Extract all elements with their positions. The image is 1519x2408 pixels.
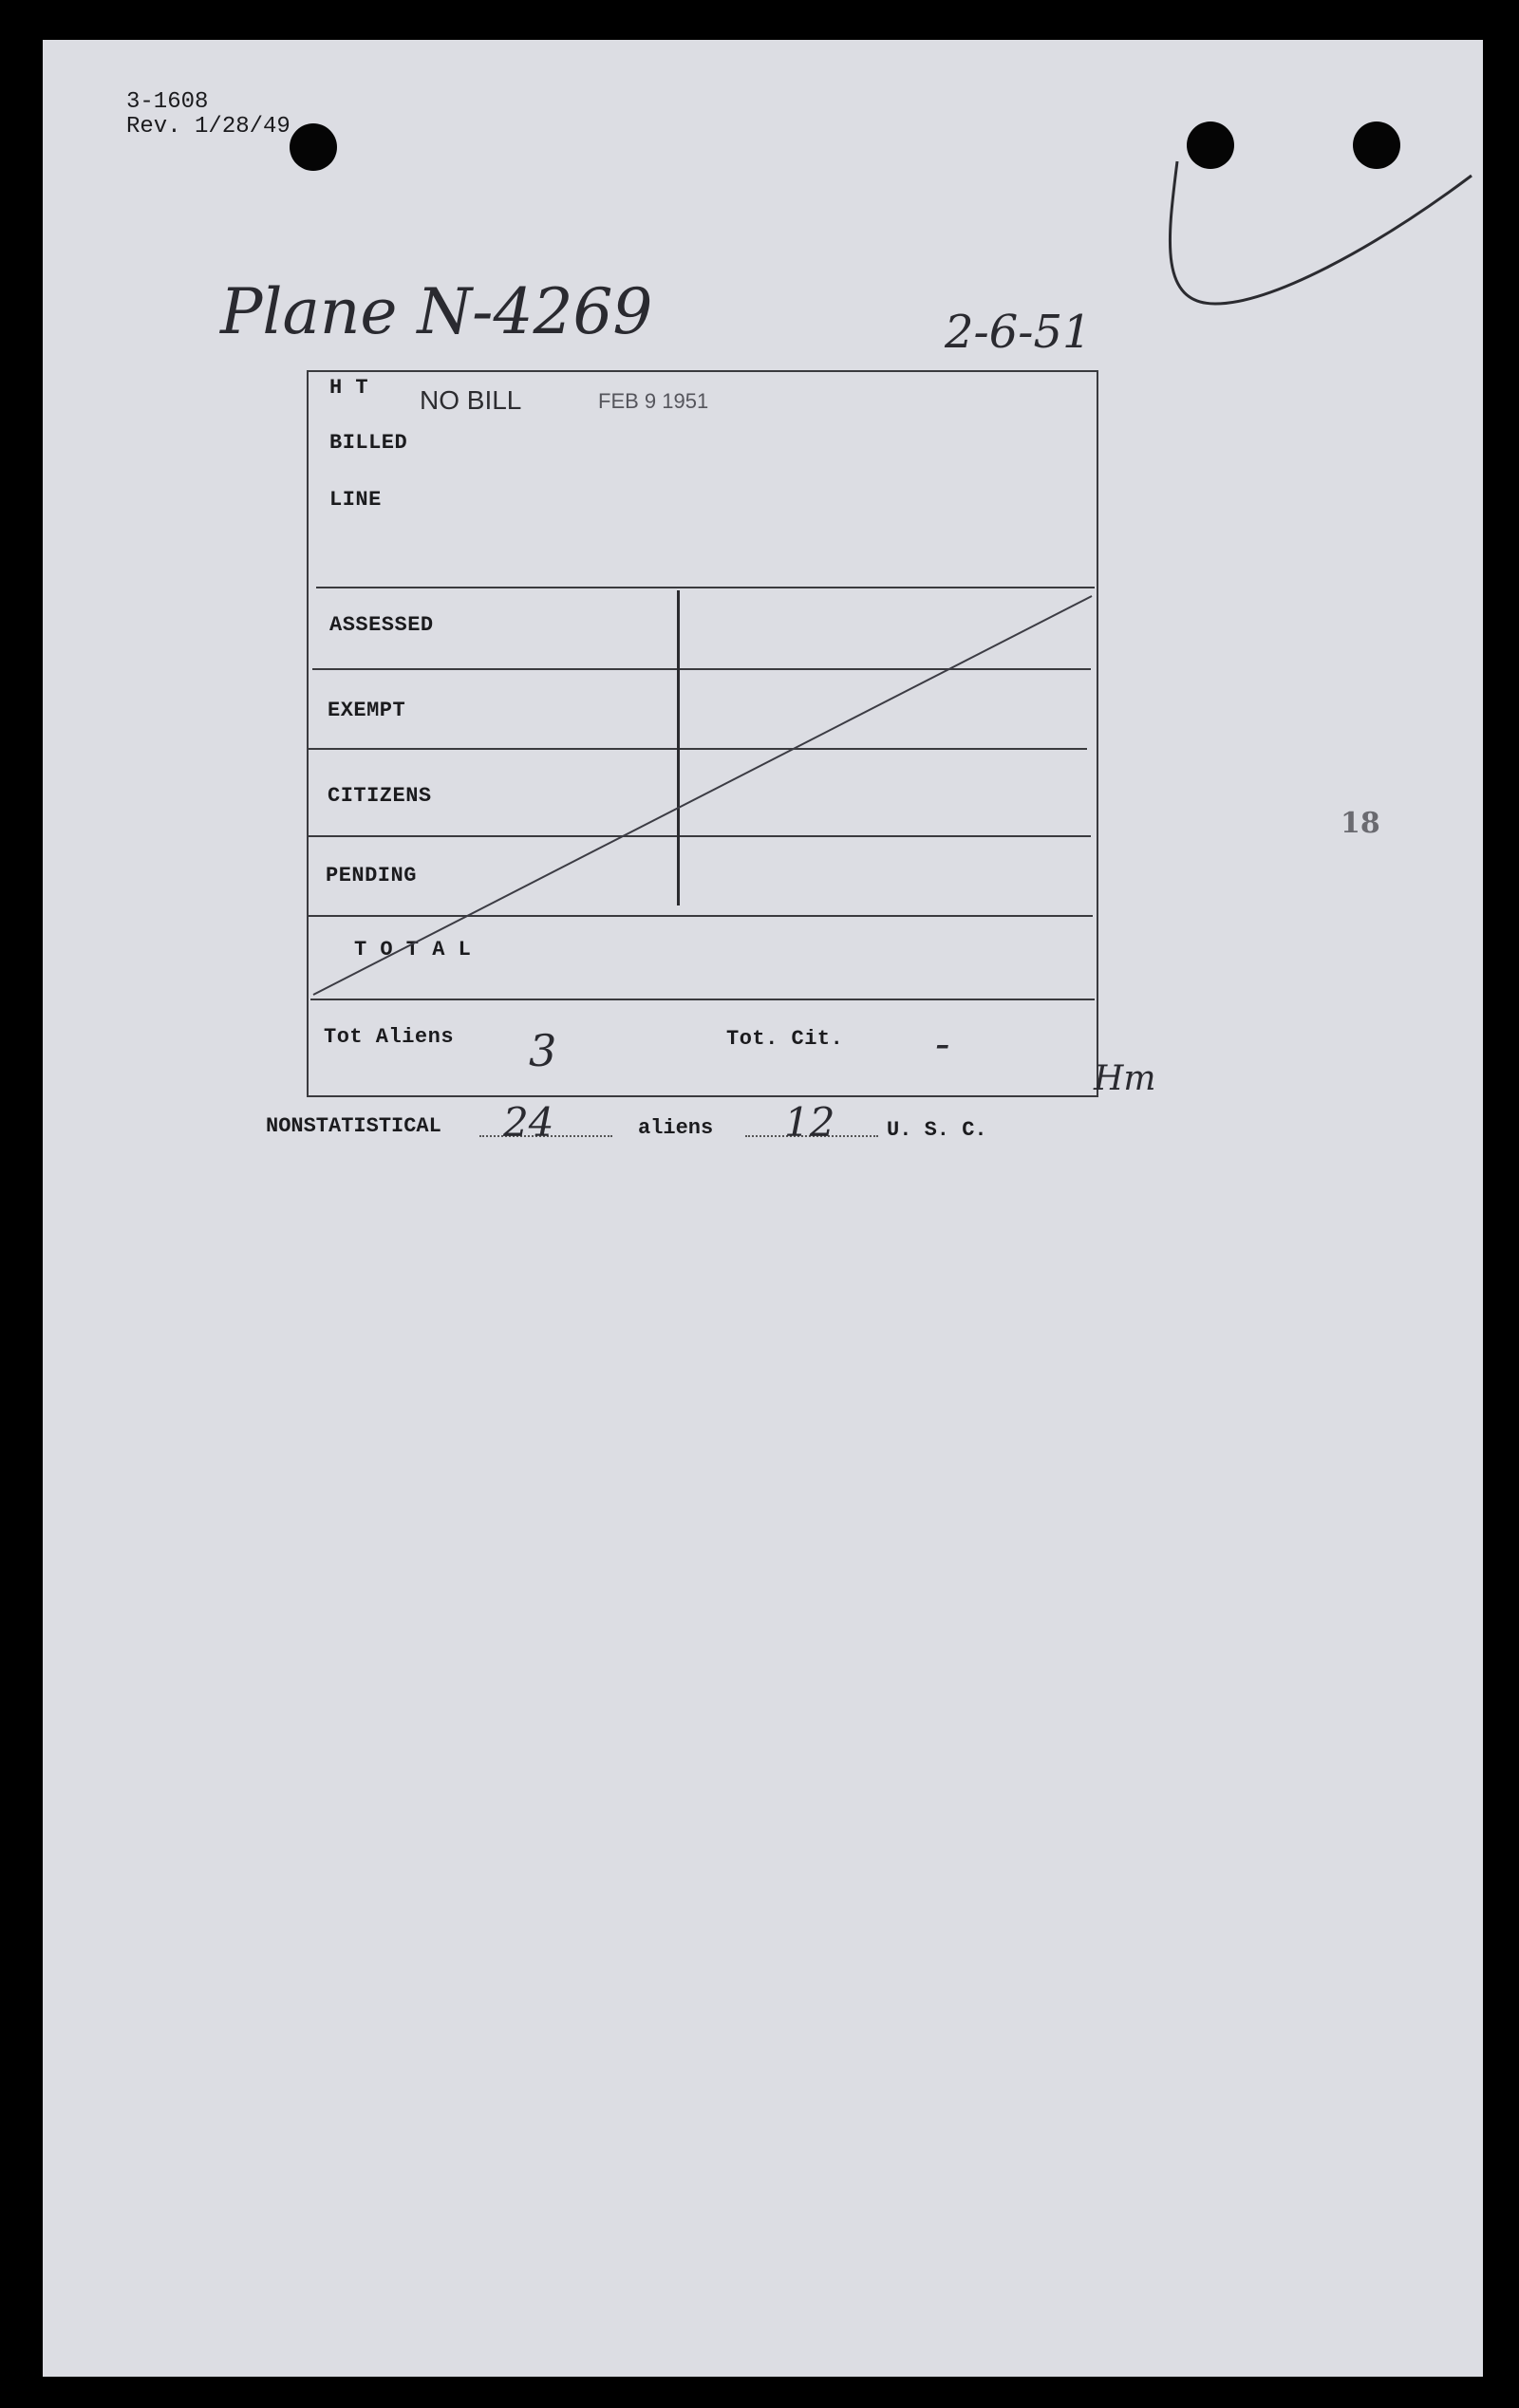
assessed-label: ASSESSED xyxy=(329,613,434,637)
nonstatistical-label: NONSTATISTICAL xyxy=(266,1114,441,1138)
form-number: 3-1608 xyxy=(126,89,209,115)
check-mark xyxy=(1158,142,1481,323)
page-number: 18 xyxy=(1341,807,1380,840)
no-bill-stamp: NO BILL xyxy=(420,385,522,415)
citizens-label: CITIZENS xyxy=(328,784,432,808)
strike-line xyxy=(304,588,1101,1006)
total-label: T O T A L xyxy=(354,938,472,961)
nonstat-usc-value: 12 xyxy=(784,1099,835,1146)
initials-handwriting: Hm xyxy=(1094,1059,1156,1098)
date-stamp: FEB 9 1951 xyxy=(598,389,709,413)
punch-hole-left xyxy=(290,123,337,171)
date-handwriting: 2-6-51 xyxy=(945,306,1092,359)
tot-aliens-label: Tot Aliens xyxy=(324,1025,455,1049)
tot-cit-label: Tot. Cit. xyxy=(726,1027,844,1051)
usc-label: U. S. C. xyxy=(887,1118,987,1142)
plane-handwriting: Plane N-4269 xyxy=(220,275,653,348)
form-revision: Rev. 1/28/49 xyxy=(126,114,291,140)
line-label: LINE xyxy=(329,488,382,512)
tot-aliens-value: 3 xyxy=(529,1025,557,1076)
pending-label: PENDING xyxy=(326,864,417,887)
exempt-label: EXEMPT xyxy=(328,699,406,722)
aliens-label: aliens xyxy=(638,1116,714,1140)
ht-label: H T xyxy=(329,376,369,400)
tot-cit-value: - xyxy=(935,1017,950,1069)
nonstat-aliens-value: 24 xyxy=(503,1099,554,1146)
billed-label: BILLED xyxy=(329,431,408,455)
